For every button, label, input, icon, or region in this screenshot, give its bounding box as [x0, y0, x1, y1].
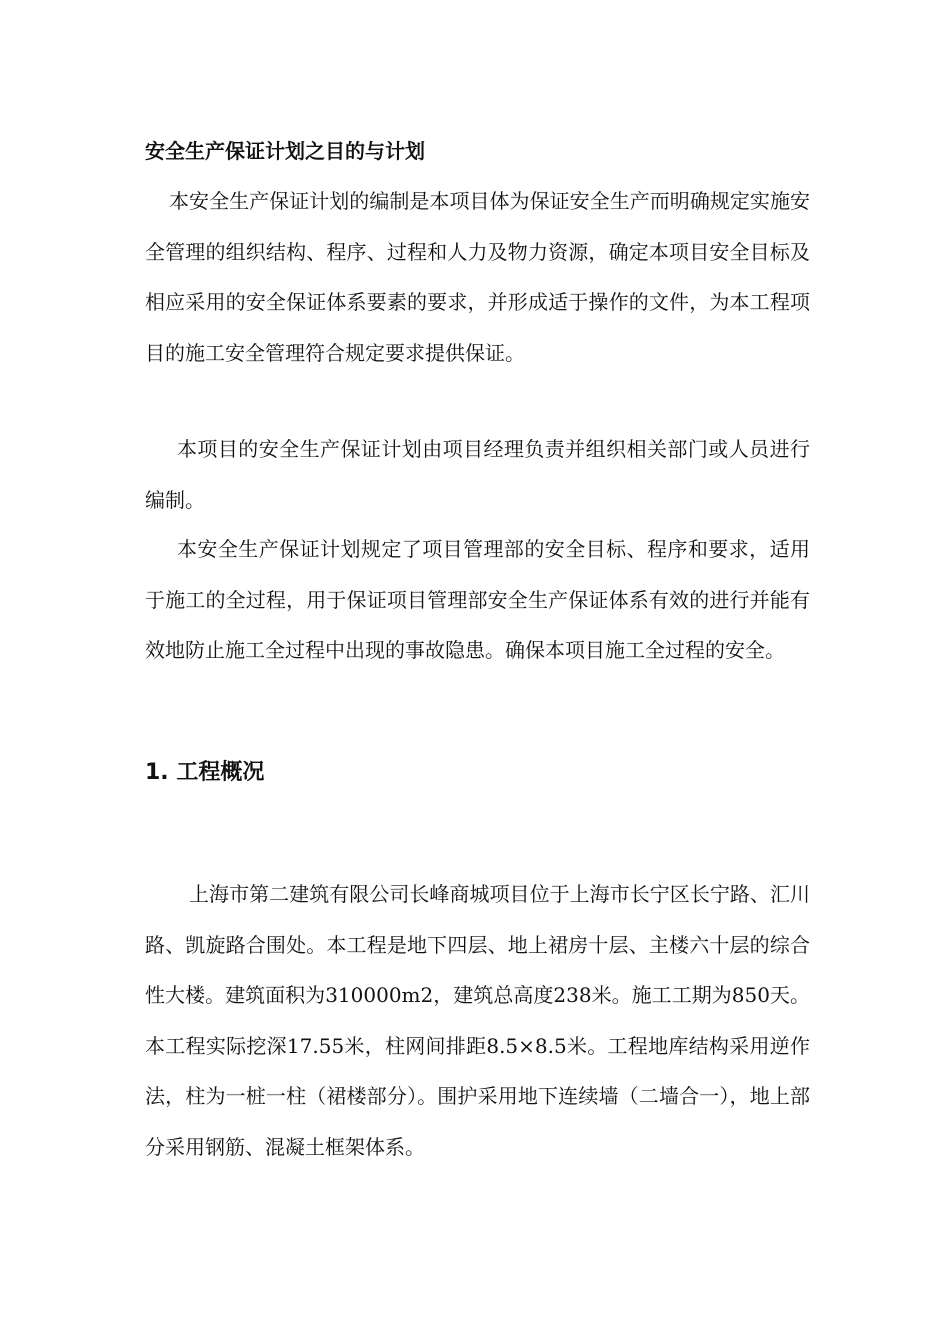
paragraph-responsibility: 本项目的安全生产保证计划由项目经理负责并组织相关部门或人员进行编制。	[145, 437, 810, 512]
paragraph-scope: 本安全生产保证计划规定了项目管理部的安全目标、程序和要求，适用于施工的全过程，用于保证项目管理部安全生产保证体系有效的进行并能有效地防止施工全过程中出现的事故隐患。确保本项目施工全过程的安全。	[145, 537, 810, 662]
paragraph-project-overview: 上海市第二建筑有限公司长峰商城项目位于上海市长宁区长宁路、汇川路、凯旋路合围处。本工程是地下四层、地上裙房十层、主楼六十层的综合性大楼。建筑面积为310000m2，建筑总高度238米。施工工期为850天。本工程实际挖深17.55米，柱网间排距8.5×8.5米。工程地库结构采用逆作法，柱为一桩一柱（裙楼部分）。围护采用地下连续墙（二墙合一），地上部分采用钢筋、混凝土框架体系。	[145, 882, 810, 1159]
paragraph-purpose: 本安全生产保证计划的编制是本项目体为保证安全生产而明确规定实施安全管理的组织结构、程序、过程和人力及物力资源，确定本项目安全目标及相应采用的安全保证体系要素的要求，并形成适于操作的文件，为本工程项目的施工安全管理符合规定要求提供保证。	[145, 189, 810, 365]
document-title: 安全生产保证计划之目的与计划	[145, 139, 425, 163]
section-heading-project-overview: 1. 工程概况	[145, 760, 265, 785]
